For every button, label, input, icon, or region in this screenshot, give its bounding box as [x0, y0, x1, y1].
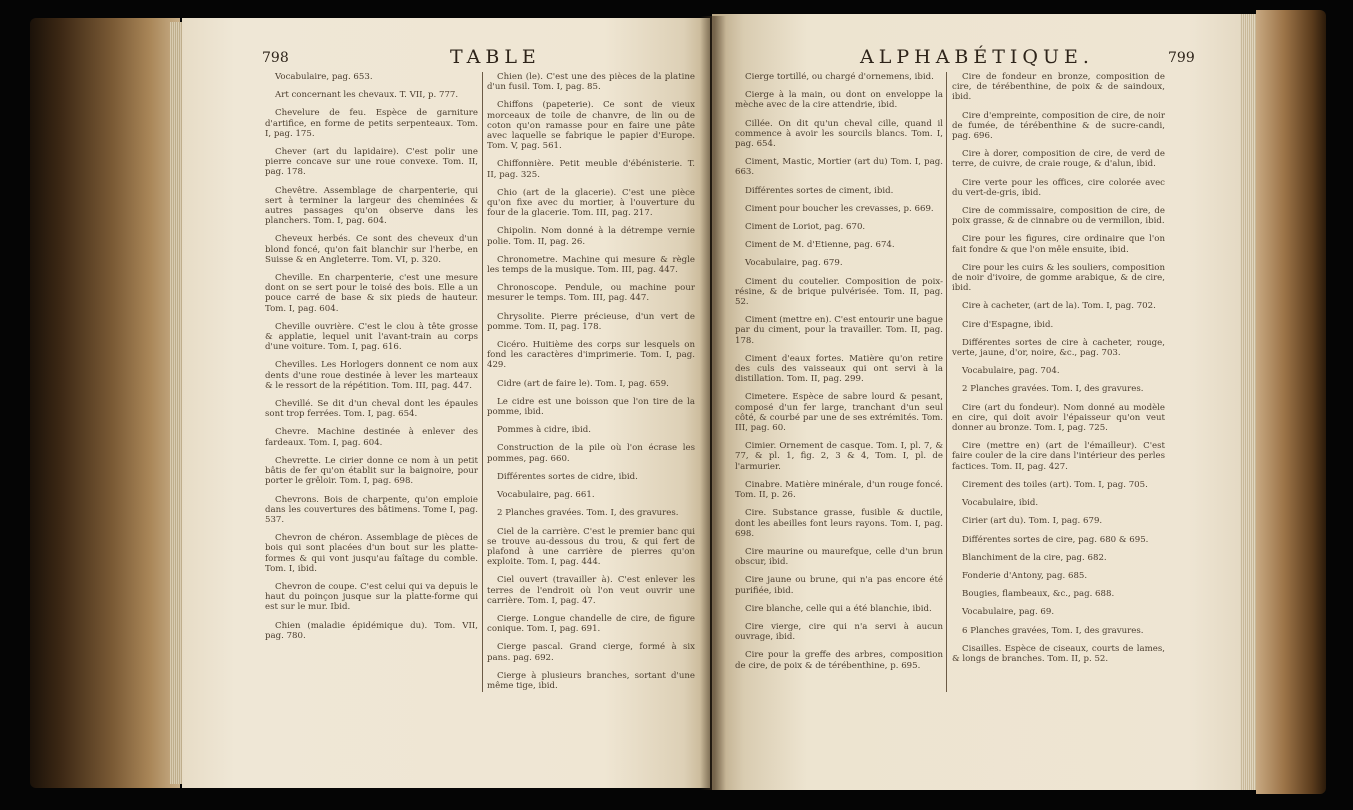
- index-entry: Chevrons. Bois de charpente, qu'on emploie dans les couvertures des bâtimens. Tome I, pag. 537.: [265, 494, 478, 525]
- index-entry: Cierge. Longue chandelle de cire, de figure conique. Tom. I, pag. 691.: [487, 613, 695, 635]
- index-entry: 2 Planches gravées. Tom. I, des gravures.: [497, 508, 679, 519]
- index-entry: Cidre (art de faire le). Tom. I, pag. 659.: [497, 378, 669, 389]
- index-entry: Ciment (mettre en). C'est entourir une bague par du ciment, pour la travailler. Tom. II, pag. 178.: [735, 315, 943, 346]
- index-entry: Cire maurine ou maurefque, celle d'un brun obscur, ibid.: [735, 546, 943, 568]
- left-page-number: 798: [262, 50, 289, 66]
- index-entry: Ciel ouvert (travailler à). C'est enlever les terres de l'endroit où l'on veut ouvrir une carrière. Tom. I, pag. 47.: [487, 575, 695, 606]
- index-entry: Cierge tortillé, ou chargé d'ornemens, ibid.: [745, 72, 934, 82]
- right-page-header: ALPHABÉTIQUE.: [860, 46, 1094, 68]
- index-entry: Cire pour la greffe des arbres, composition de cire, de poix & de térébenthine, p. 695.: [735, 650, 943, 671]
- index-entry: Cire à dorer, composition de cire, de verd de terre, de cuivre, de craie rouge, & d'alun, ibid.: [952, 149, 1165, 170]
- index-entry: Cire pour les figures, cire ordinaire que l'on fait fondre & que l'on mêle ensuite, ibid.: [952, 234, 1165, 255]
- left-page-column-1: [265, 72, 478, 649]
- index-entry: Chevilles. Les Horlogers donnent ce nom aux dents d'une roue destinée à lever les marteaux & le ressort de la répétition. Tom. III, pag. 447.: [265, 360, 478, 391]
- index-entry: Ciment d'eaux fortes. Matière qu'on retire des culs des vaisseaux qui ont servi à la distillation. Tom. II, pag. 299.: [735, 353, 943, 385]
- left-page-column-2: [487, 72, 695, 699]
- index-entry: Art concernant les chevaux. T. VII, p. 777.: [275, 90, 459, 101]
- index-entry: Cire de commissaire, composition de cire, de poix grasse, & de cinnabre ou de vermillon, ibid.: [952, 206, 1165, 227]
- left-cover-edge: [30, 18, 180, 788]
- index-entry: 2 Planches gravées. Tom. I, des gravures.: [962, 384, 1144, 395]
- index-entry: Différentes sortes de cidre, ibid.: [497, 471, 638, 482]
- index-entry: Chien (maladie épidémique du). Tom. VII, pag. 780.: [265, 620, 478, 641]
- index-entry: Cire vierge, cire qui n'a servi à aucun ouvrage, ibid.: [735, 621, 943, 643]
- index-entry: Cierge à la main, ou dont on enveloppe la mèche avec de la cire attendrie, ibid.: [735, 90, 943, 111]
- index-entry: Chipolin. Nom donné à la détrempe vernie polie. Tom. II, pag. 26.: [487, 226, 695, 247]
- column-divider: [946, 72, 947, 692]
- index-entry: Chevillé. Se dit d'un cheval dont les épaules sont trop ferrées. Tom. I, pag. 654.: [265, 399, 478, 420]
- index-entry: Cillée. On dit qu'un cheval cille, quand il commence à avoir les sourcils blancs. Tom. I, pag. 654.: [735, 118, 943, 150]
- index-entry: Cierge à plusieurs branches, sortant d'une même tige, ibid.: [487, 670, 695, 691]
- index-entry: Cire jaune ou brune, qui n'a pas encore été purifiée, ibid.: [735, 575, 943, 596]
- right-page-column-2: [952, 72, 1165, 672]
- index-entry: Cirier (art du). Tom. I, pag. 679.: [962, 516, 1103, 527]
- index-entry: Chever (art du lapidaire). C'est polir une pierre concave sur une roue convexe. Tom. II, pag. 178.: [265, 147, 478, 178]
- index-entry: Bougies, flambeaux, &c., pag. 688.: [962, 589, 1115, 600]
- index-entry: Cinabre. Matière minérale, d'un rouge foncé. Tom. II, p. 26.: [735, 479, 943, 501]
- index-entry: Vocabulaire, pag. 704.: [962, 366, 1060, 377]
- index-entry: Cire. Substance grasse, fusible & ductile, dont les abeilles font leurs rayons. Tom. I, pag. 698.: [735, 508, 943, 539]
- index-entry: Cheville ouvrière. C'est le clou à tête grosse & applatie, lequel unit l'avant-train au corps d'une voiture. Tom. I, pag. 616.: [265, 321, 478, 353]
- index-entry: Vocabulaire, pag. 661.: [497, 490, 595, 501]
- right-cover-edge: [1256, 10, 1326, 794]
- index-entry: Vocabulaire, ibid.: [962, 498, 1039, 509]
- index-entry: Ciment de M. d'Etienne, pag. 674.: [745, 240, 895, 251]
- index-entry: Chien (le). C'est une des pièces de la platine d'un fusil. Tom. I, pag. 85.: [487, 72, 695, 93]
- index-entry: Ciment de Loriot, pag. 670.: [745, 222, 866, 233]
- index-entry: Cirement des toiles (art). Tom. I, pag. 705.: [962, 479, 1148, 490]
- index-entry: Chevelure de feu. Espèce de garniture d'artifice, en forme de petits serpenteaux. Tom. I, pag. 175.: [265, 108, 478, 139]
- index-entry: Chiffons (papeterie). Ce sont de vieux morceaux de toile de chanvre, de lin ou de coton qu'on ramasse pour en faire une pâte avec laquelle se fabrique le papier d'Europe. Tom. V, pag. 561.: [487, 100, 695, 152]
- index-entry: Cire d'Espagne, ibid.: [962, 319, 1054, 330]
- index-entry: 6 Planches gravées, Tom. I, des gravures.: [962, 625, 1144, 636]
- index-entry: Cire pour les cuirs & les souliers, composition de noir d'ivoire, de gomme arabique, & de cire, ibid.: [952, 262, 1165, 294]
- column-divider: [482, 72, 483, 692]
- index-entry: Chio (art de la glacerie). C'est une pièce qu'on fixe avec du mortier, à l'ouverture du four de la glacerie. Tom. III, pag. 217.: [487, 187, 695, 219]
- index-entry: Cheville. En charpenterie, c'est une mesure dont on se sert pour le toisé des bois. Elle a un pouce carré de base & six pieds de hauteur. Tom. I, pag. 604.: [265, 273, 478, 314]
- index-entry: Différentes sortes de cire à cacheter, rouge, verte, jaune, d'or, noire, &c., pag. 703.: [952, 337, 1165, 359]
- index-entry: Cimetere. Espèce de sabre lourd & pesant, composé d'un fer large, tranchant d'un seul côté, & courbé par une de ses extrémités. Tom. III, pag. 60.: [735, 392, 943, 434]
- index-entry: Construction de la pile où l'on écrase les pommes, pag. 660.: [487, 443, 695, 464]
- index-entry: Fonderie d'Antony, pag. 685.: [962, 570, 1088, 581]
- index-entry: Cheveux herbés. Ce sont des cheveux d'un blond foncé, qu'on fait blanchir sur l'herbe, en Suisse & en Angleterre. Tom. VI, p. 320.: [265, 234, 478, 265]
- index-entry: Cire blanche, celle qui a été blanchie, ibid.: [745, 603, 932, 614]
- index-entry: Vocabulaire, pag. 653.: [275, 72, 373, 82]
- index-entry: Cire de fondeur en bronze, composition de cire, de térébenthine, de poix & de saindoux, ibid.: [952, 72, 1165, 103]
- index-entry: Cire verte pour les offices, cire colorée avec du vert-de-gris, ibid.: [952, 177, 1165, 198]
- index-entry: Chevron de chéron. Assemblage de pièces de bois qui sont placées d'un bout sur les platte-formes & qui vont jusqu'au faîtage du comble. Tom. I, ibid.: [265, 533, 478, 574]
- index-entry: Ciment pour boucher les crevasses, p. 669.: [745, 203, 934, 214]
- index-entry: Pommes à cidre, ibid.: [497, 425, 591, 436]
- index-entry: Ciment du coutelier. Composition de poix-résine, & de brique pulvérisée. Tom. II, pag. 52.: [735, 276, 943, 308]
- index-entry: Chrysolite. Pierre précieuse, d'un vert de pomme. Tom. II, pag. 178.: [487, 311, 695, 332]
- index-entry: Chiffonnière. Petit meuble d'ébénisterie. T. II, pag. 325.: [487, 159, 695, 180]
- index-entry: Ciel de la carrière. C'est le premier banc qui se trouve au-dessous du trou, & qui fert de plafond à une carrière de pierres qu'on exploite. Tom. I, pag. 444.: [487, 526, 695, 568]
- index-entry: Le cidre est une boisson que l'on tire de la pomme, ibid.: [487, 396, 695, 418]
- index-entry: Différentes sortes de cire, pag. 680 & 695.: [962, 534, 1149, 545]
- index-entry: Chevêtre. Assemblage de charpenterie, qui sert à terminer la largeur des cheminées & autres passages qu'on observe dans les planchers. Tom. I, pag. 604.: [265, 185, 478, 227]
- index-entry: Cimier. Ornement de casque. Tom. I, pl. 7, & 77, & pl. 1, fig. 2, 3 & 4, Tom. I, pl. de l'armurier.: [735, 441, 943, 472]
- index-entry: Cire (art du fondeur). Nom donné au modèle en cire, qui doit avoir l'épaisseur qu'on veut donner au bronze. Tom. I, pag. 725.: [952, 402, 1165, 434]
- index-entry: Blanchiment de la cire, pag. 682.: [962, 552, 1107, 563]
- index-entry: Ciment, Mastic, Mortier (art du) Tom. I, pag. 663.: [735, 157, 943, 178]
- index-entry: Chevron de coupe. C'est celui qui va depuis le haut du poinçon jusque sur la platte-forme qui est sur le mur. Ibid.: [265, 581, 478, 613]
- right-page-column-1: [735, 72, 943, 679]
- index-entry: Cicéro. Huitième des corps sur lesquels on fond les caractères d'imprimerie. Tom. I, pag. 429.: [487, 340, 695, 371]
- left-page-header: TABLE: [450, 46, 541, 68]
- index-entry: Cire à cacheter, (art de la). Tom. I, pag. 702.: [962, 301, 1156, 312]
- index-entry: Cire d'empreinte, composition de cire, de noir de fumée, de térébenthine & de sucre-candi, pag. 696.: [952, 110, 1165, 142]
- index-entry: Cire (mettre en) (art de l'émailleur). C'est faire couler de la cire dans l'intérieur des perles factices. Tom. II, pag. 427.: [952, 441, 1165, 472]
- index-entry: Chevrette. Le cirier donne ce nom à un petit bâtis de fer qu'on établit sur la baignoire, pour porter le grêloir. Tom. I, pag. 698.: [265, 455, 478, 487]
- index-entry: Cisailles. Espèce de ciseaux, courts de lames, & longs de branches. Tom. II, p. 52.: [952, 643, 1165, 664]
- right-page-number: 799: [1168, 50, 1195, 66]
- index-entry: Chevre. Machine destinée à enlever des fardeaux. Tom. I, pag. 604.: [265, 427, 478, 448]
- index-entry: Cierge pascal. Grand cierge, formé à six pans. pag. 692.: [487, 642, 695, 663]
- book-gutter: [700, 16, 726, 790]
- index-entry: Vocabulaire, pag. 679.: [745, 258, 843, 269]
- index-entry: Chronoscope. Pendule, ou machine pour mesurer le temps. Tom. III, pag. 447.: [487, 283, 695, 304]
- index-entry: Vocabulaire, pag. 69.: [962, 607, 1055, 618]
- index-entry: Différentes sortes de ciment, ibid.: [745, 185, 894, 196]
- index-entry: Chronometre. Machine qui mesure & règle les temps de la musique. Tom. III, pag. 447.: [487, 254, 695, 276]
